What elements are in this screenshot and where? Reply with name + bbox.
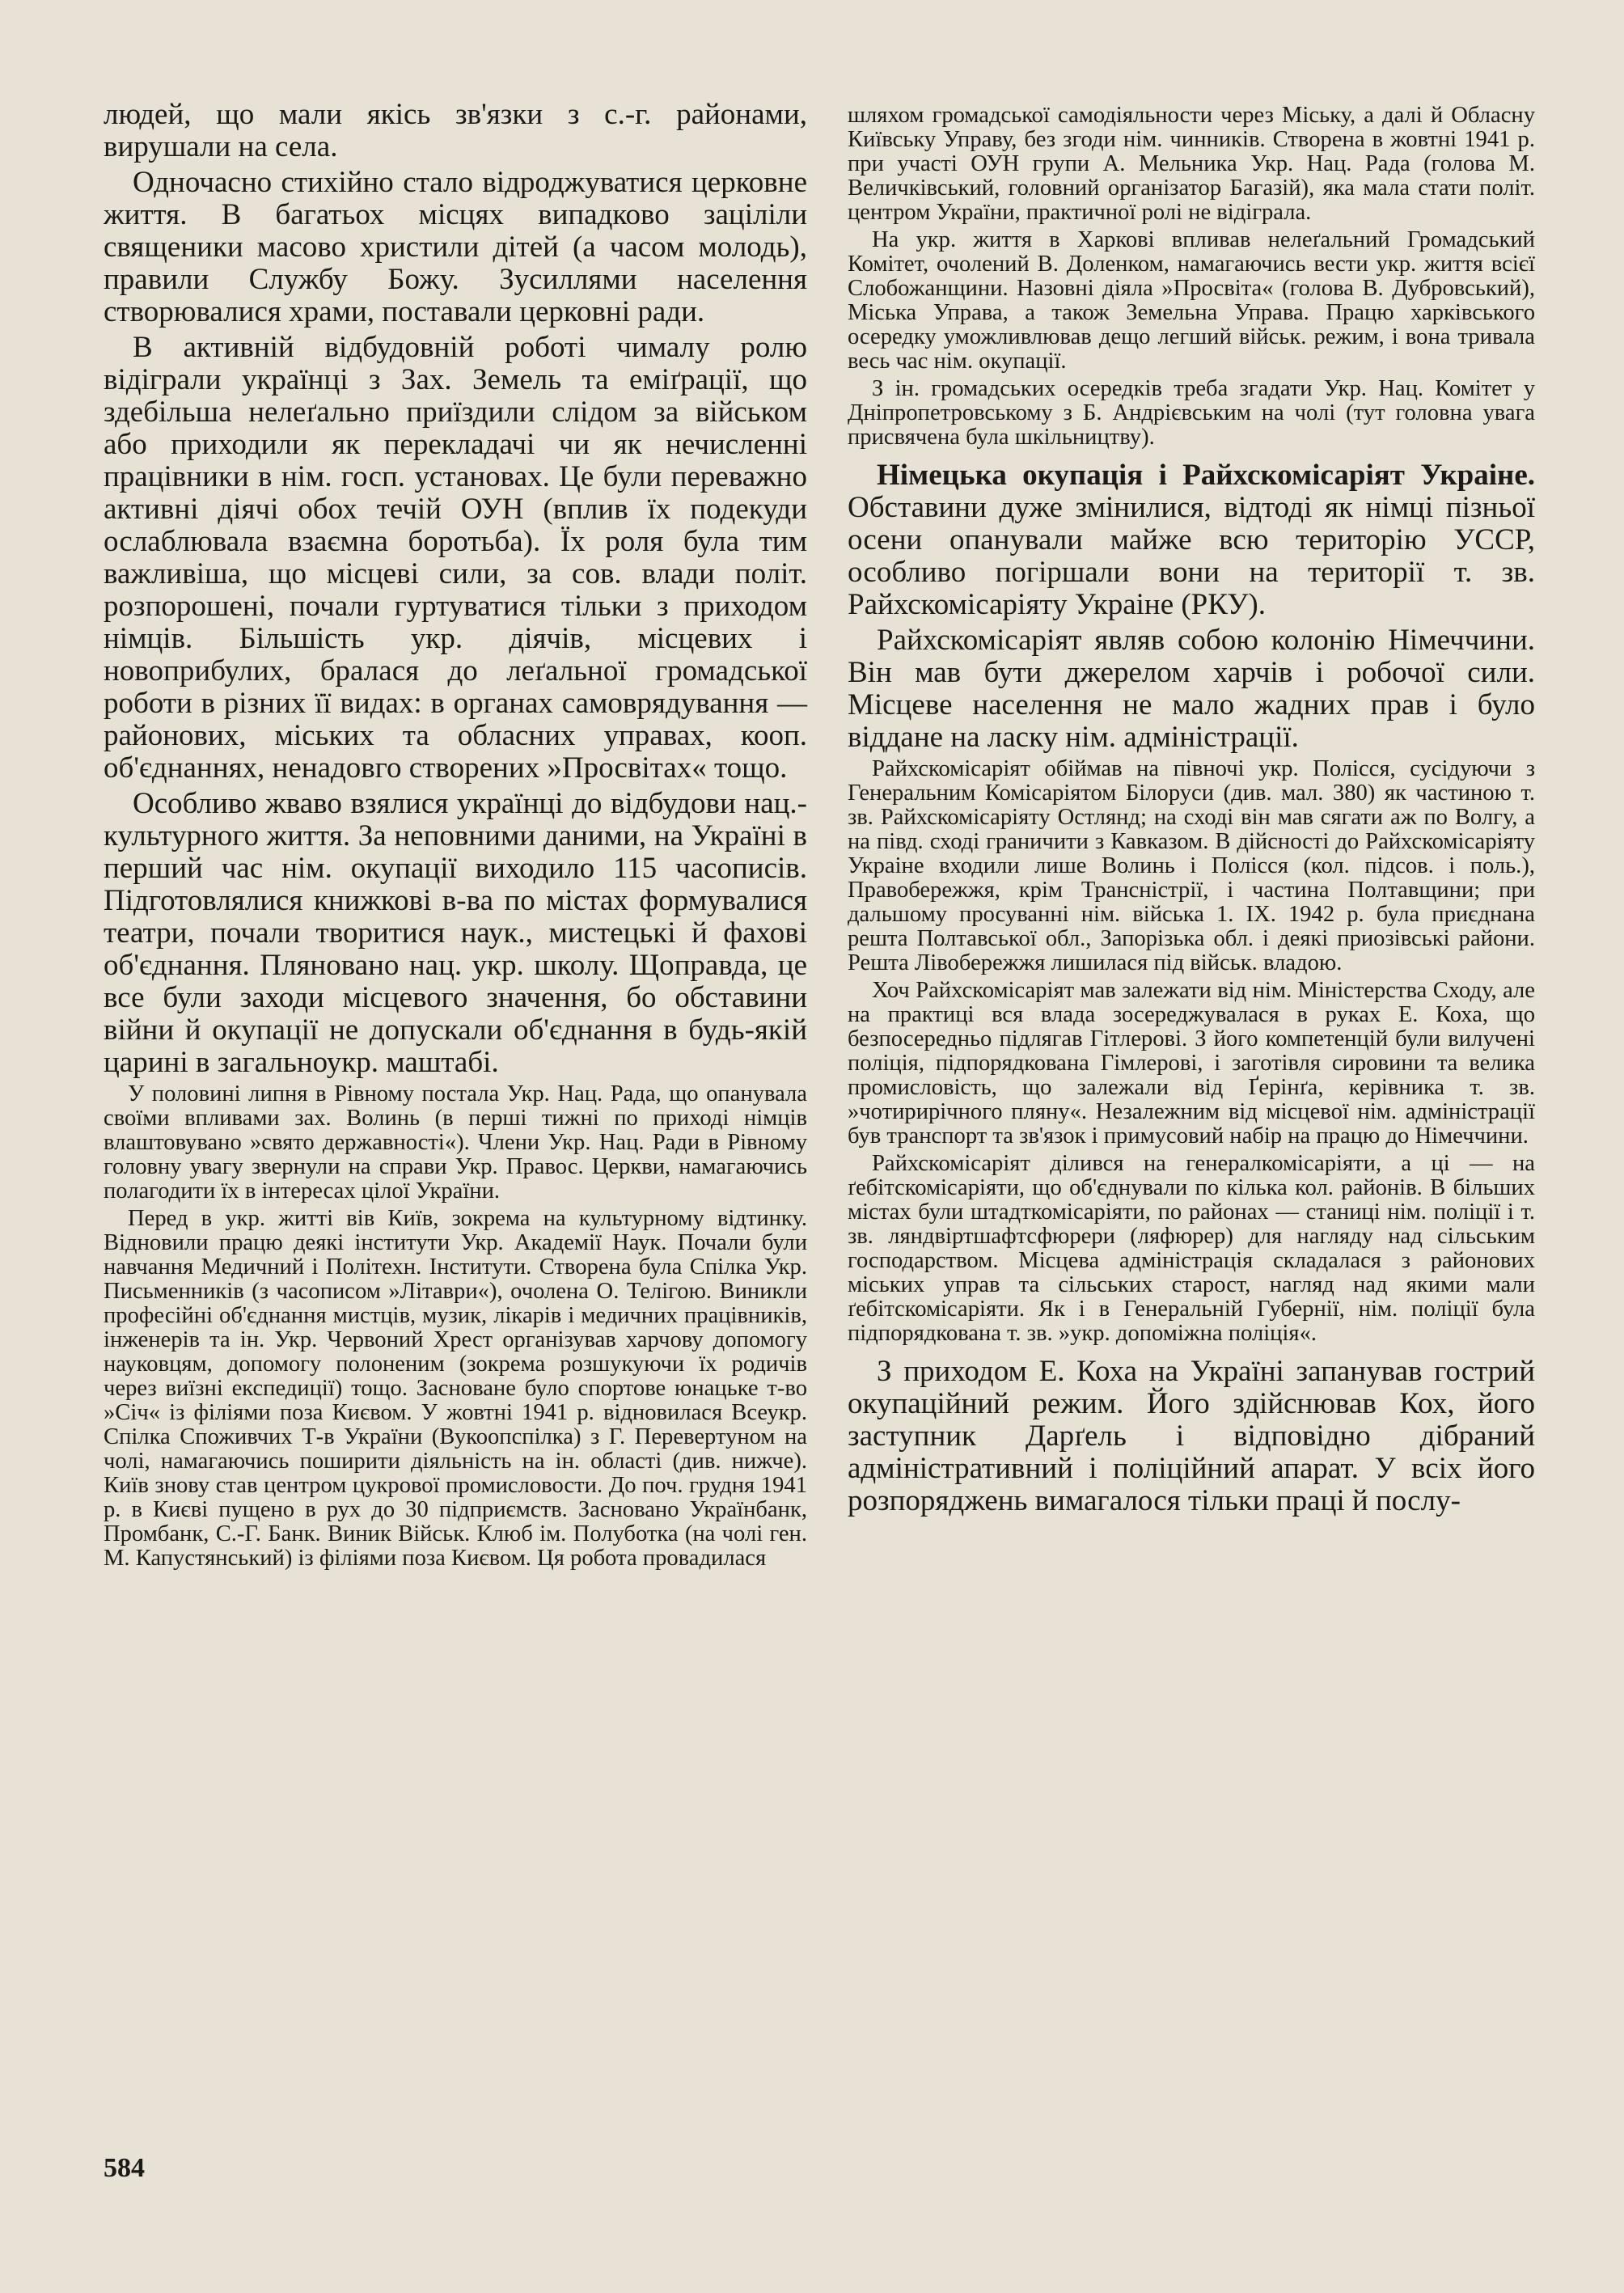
paragraph — [104, 1207, 807, 1571]
paragraph — [848, 459, 1535, 621]
paragraph — [104, 1082, 807, 1204]
paragraph — [104, 788, 807, 1079]
paragraph — [848, 104, 1535, 225]
paragraph-text: Райхскомісаріят ділився на генералкомісаріяти, а ці — на ґебітскомісаріяти, що об'єднували по кілька кол. районів. В більших містах були штадткомісаріяти, по районах — станиці нім. поліції і т. зв. ляндвіртшафтсфюрери (ляфюрер) для нагляду над сільським господарством. Місцева адміністрація складалася з районових міських управ та сільських старост, нагляд над якими мали ґебітскомісаріяти. Як і в Генеральній Губернії, нім. поліції була підпорядкована т. зв. »укр. допоміжна поліція«. — [848, 1151, 1535, 1346]
paragraph-text: У половині липня в Рівному постала Укр. Нац. Рада, що опанувала своїми впливами зах. Волинь (в перші тижні по приході німців влаштовувано »свято державності«). Члени Укр. Нац. Ради в Рівному головну увагу звернули на справи Укр. Правос. Церкви, намагаючись полагодити їх в інтересах цілої України. — [104, 1081, 807, 1204]
section-heading: Німецька окупація і Райхскомісаріят Украіне. — [877, 459, 1535, 492]
paragraph-text: З ін. громадських осередків треба згадати Укр. Нац. Комітет у Дніпропетровському з Б. Андрієвським на чолі (тут головна увага присвячена була шкільництву). — [848, 376, 1535, 450]
paragraph — [104, 167, 807, 328]
paragraph — [848, 757, 1535, 975]
paragraph — [848, 624, 1535, 754]
paragraph — [848, 228, 1535, 374]
paragraph-text: Перед в укр. житті вів Київ, зокрема на культурному відтинку. Відновили працю деякі інститути Укр. Академії Наук. Почали були навчання Медичний і Політехн. Інститути. Створена була Спілка Укр. Письменників (з часописом »Літаври«), очолена О. Телігою. Виникли професійні об'єднання мистців, музик, лікарів і медичних працівників, інженерів та ін. Укр. Червоний Хрест організував харчову допомогу науковцям, допомогу полоненим (зокрема розшукуючи їх родичів через виїзні експедиції) тощо. Засноване було спортове юнацьке т-во »Січ« із філіями поза Києвом. У жовтні 1941 р. відновилася Всеукр. Спілка Споживчих Т-в України (Вукоопспілка) з Г. Перевертуном на чолі, намагаючись поширити діяльність на ін. області (див. нижче). Київ знову став центром цукрової промисловости. До поч. грудня 1941 р. в Києві пущено в рух до 30 підприємств. Засновано Українбанк, Промбанк, С.-Г. Банк. Виник Військ. Клюб ім. Полуботка (на чолі ген. М. Капустянський) із філіями поза Києвом. Ця робота провадилася — [104, 1206, 807, 1571]
paragraph-text: шляхом громадської самодіяльности через Міську, а далі й Обласну Київську Управу, без згоди нім. чинників. Створена в жовтні 1941 р. при участі ОУН групи А. Мельника Укр. Нац. Рада (голова М. Величківський, головний організатор Багазій), яка мала стати політ. центром України, практичної ролі не відіграла. — [848, 103, 1535, 225]
paragraph — [104, 99, 807, 163]
paragraph-text: З приходом Е. Коха на Україні запанував гострий окупаційний режим. Його здійснював Кох, його заступник Дарґель і відповідно дібраний адміністративний і поліційний апарат. У всіх його розпоряджень вимагалося тільки праці й послу- — [848, 1355, 1535, 1517]
paragraph — [848, 1356, 1535, 1517]
paragraph-text: Райхскомісаріят обіймав на півночі укр. Полісся, сусідуючи з Генеральним Комісаріятом Білоруси (див. мал. 380) як частиною т. зв. Райхскомісаріяту Остлянд; на сході він мав сягати аж по Волгу, а на півд. сході граничити з Кавказом. В дійсності до Райхскомісаріяту Украіне входили лише Волинь і Полісся (кол. підсов. і поль.), Правобережжя, крім Трансністрії, і частина Полтавщини; при дальшому просуванні нім. війська 1. IX. 1942 р. була приєднана решта Полтавської обл., Запорізька обл. і деякі приозівські райони. Решта Лівобережжя лишилася під військ. владою. — [848, 756, 1535, 975]
paragraph-text: Обставини дуже змінилися, відтоді як німці пізньої осени опанували майже всю територію УССР, особливо погіршали вони на території т. зв. Райхскомісаріяту Украіне (РКУ). — [848, 491, 1535, 621]
paragraph-text: людей, що мали якісь зв'язки з с.-г. районами, вирушали на села. — [104, 98, 807, 163]
paragraph-text: В активній відбудовній роботі чималу ролю відіграли українці з Зах. Земель та еміґрації, що здебільша нелеґально приїздили слідом за військом або приходили як перекладачі чи як нечисленні працівники в нім. госп. установах. Це були переважно активні діячі обох течій ОУН (вплив їх подекуди ослаблювала взаємна боротьба). Їх роля була тим важливіша, що місцеві сили, за сов. влади політ. розпорошені, почали гуртуватися тільки з приходом німців. Більшість укр. діячів, місцевих і новоприбулих, бралася до леґальної громадської роботи в різних її видах: в органах самоврядування — районових, міських та обласних управах, кооп. об'єднаннях, ненадовго створених »Просвітах« тощо. — [104, 331, 807, 785]
paragraph — [848, 1152, 1535, 1346]
paragraph — [848, 377, 1535, 450]
paragraph-text: На укр. життя в Харкові впливав нелеґальний Громадський Комітет, очолений В. Доленком, намагаючись вести укр. життя всієї Слобожанщини. Назовні діяла »Просвіта« (голова В. Дубровський), Міська Управа, а також Земельна Управа. Працю харківського осередку уможливлював дещо легший військ. режим, і вона тривала весь час нім. окупації. — [848, 227, 1535, 374]
right-column — [848, 104, 1535, 1521]
paragraph-text: Райхскомісаріят являв собою колонію Німеччини. Він мав бути джерелом харчів і робочої сили. Місцеве населення не мало жадних прав і було віддане на ласку нім. адміністрації. — [848, 624, 1535, 754]
page-number: 584 — [104, 2153, 145, 2183]
paragraph-text: Особливо жваво взялися українці до відбудови нац.-культурного життя. За неповними даними, на Україні в перший час нім. окупації виходило 115 часописів. Підготовлялися книжкові в-ва по містах формувалися театри, почали творитися наук., мистецькі й фахові об'єднання. Плянованo нац. укр. школу. Щоправда, це все були заходи місцевого значення, бо обставини війни й окупації не допускали об'єднання в будь-якій царині в загальноукр. маштабі. — [104, 787, 807, 1079]
paragraph-text: Хоч Райхскомісаріят мав залежати від нім. Міністерства Сходу, але на практиці вся влада зосереджувалася в руках Е. Коха, що безпосередньо підлягав Гітлерові. З його компетенцій були вилучені поліція, підпорядкована Гімлерові, і заготівля сировини та велика промисловість, що залежали від Ґерінґа, керівника т. зв. »чотирирічного пляну«. Незалежним від місцевої нім. адміністрації був транспорт та зв'язок і примусовий набір на працю до Німеччини. — [848, 978, 1535, 1149]
paragraph — [104, 332, 807, 785]
paragraph-text: Одночасно стихійно стало відроджуватися церковне життя. В багатьох місцях випадково заціліли священики масово христили дітей (а часом молодь), правили Службу Божу. Зусиллями населення створювалися храми, поставали церковні ради. — [104, 166, 807, 328]
left-column — [104, 99, 807, 1574]
paragraph — [848, 979, 1535, 1149]
